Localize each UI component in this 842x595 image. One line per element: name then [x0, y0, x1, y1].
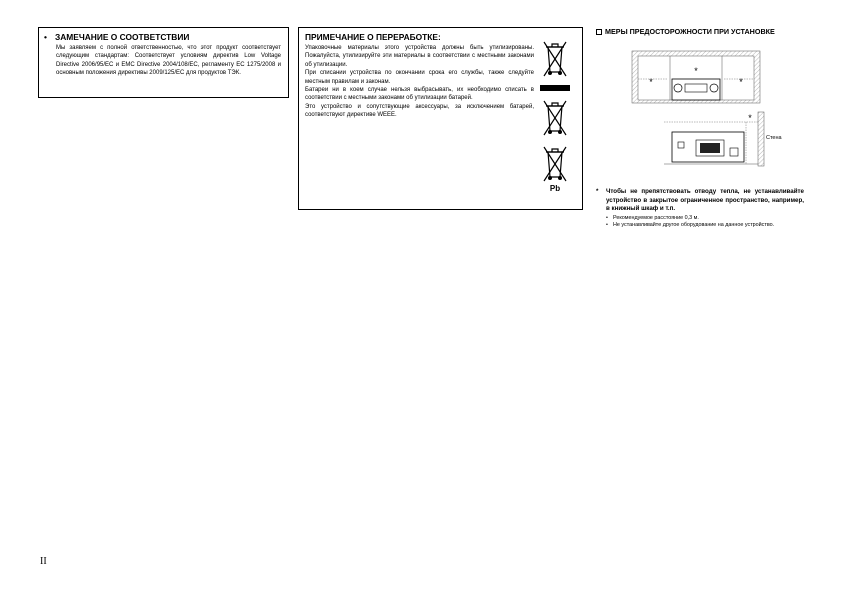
crossed-bin-icon [540, 143, 570, 183]
heat-warning [596, 188, 804, 229]
side-view [664, 112, 783, 166]
black-bar [540, 85, 570, 91]
pb-label: Pb [549, 184, 561, 193]
crossed-bin-icon [540, 38, 570, 78]
list-item: • Не устанавливайте другое оборудование на данное устройство. [606, 222, 804, 229]
list-item: • Рекомендуемое расстояние 0,3 м. [606, 215, 804, 222]
clearance-marker: * [694, 66, 698, 76]
warning-main: * Чтобы не препятствовать отводу тепла, не устанавливайте устройство в закрытое ограниченное пространство, например, в книжный шкаф и т.п. [596, 188, 804, 212]
wall-label: Стена [766, 135, 782, 141]
warning-notes [596, 215, 804, 229]
front-view [632, 51, 760, 103]
recycling-p1: Упаковочные материалы этого устройства должны быть утилизированы. Пожалуйста, утилизируйте эти материалы в соответствии с местными законами об утилизации. [305, 45, 534, 68]
checkbox-square-icon [596, 29, 602, 35]
recycling-p4: Это устройство и сопутствующие аксессуары, за исключением батарей, соответствуют директиве WEEE. [305, 103, 534, 119]
recycling-title: ПРИМЕЧАНИЕ О ПЕРЕРАБОТКЕ: [305, 32, 441, 42]
conformity-text: Мы заявляем с полной ответственностью, что этот продукт соответствует следующим стандартам: Соответствует условиям директив Low Voltage Directive 2006/95/EC и EMC Directive 2004/108/EC, регламенту EC 1275/2008 и основным положения директивы 2009/125/EC для продуктов ТЭК. [56, 45, 281, 77]
installation-section [596, 27, 804, 36]
receiver-front [672, 79, 720, 100]
weee-icons [540, 38, 570, 193]
page-number: II [40, 556, 47, 567]
bullet: • [44, 32, 47, 42]
asterisk: * [596, 188, 599, 195]
clearance-marker: * [748, 113, 752, 123]
installation-diagram [630, 46, 780, 166]
clearance-marker: * [739, 77, 743, 87]
recycling-notice [298, 27, 583, 210]
conformity-title: • ЗАМЕЧАНИЕ О СООТВЕТСТВИИ [44, 32, 190, 42]
crossed-bin-icon [540, 97, 570, 137]
conformity-notice [38, 27, 289, 98]
clearance-marker: * [649, 77, 653, 87]
recycling-p2: При списании устройства по окончании срока его службы, также следуйте местным правилам и законам. [305, 70, 534, 85]
installation-title: МЕРЫ ПРЕДОСТОРОЖНОСТИ ПРИ УСТАНОВКЕ [596, 27, 804, 36]
recycling-p3: Батареи ни в коем случае нельзя выбрасывать, их необходимо списать в соответствии с местными законами об утилизации батарей. [305, 87, 534, 102]
